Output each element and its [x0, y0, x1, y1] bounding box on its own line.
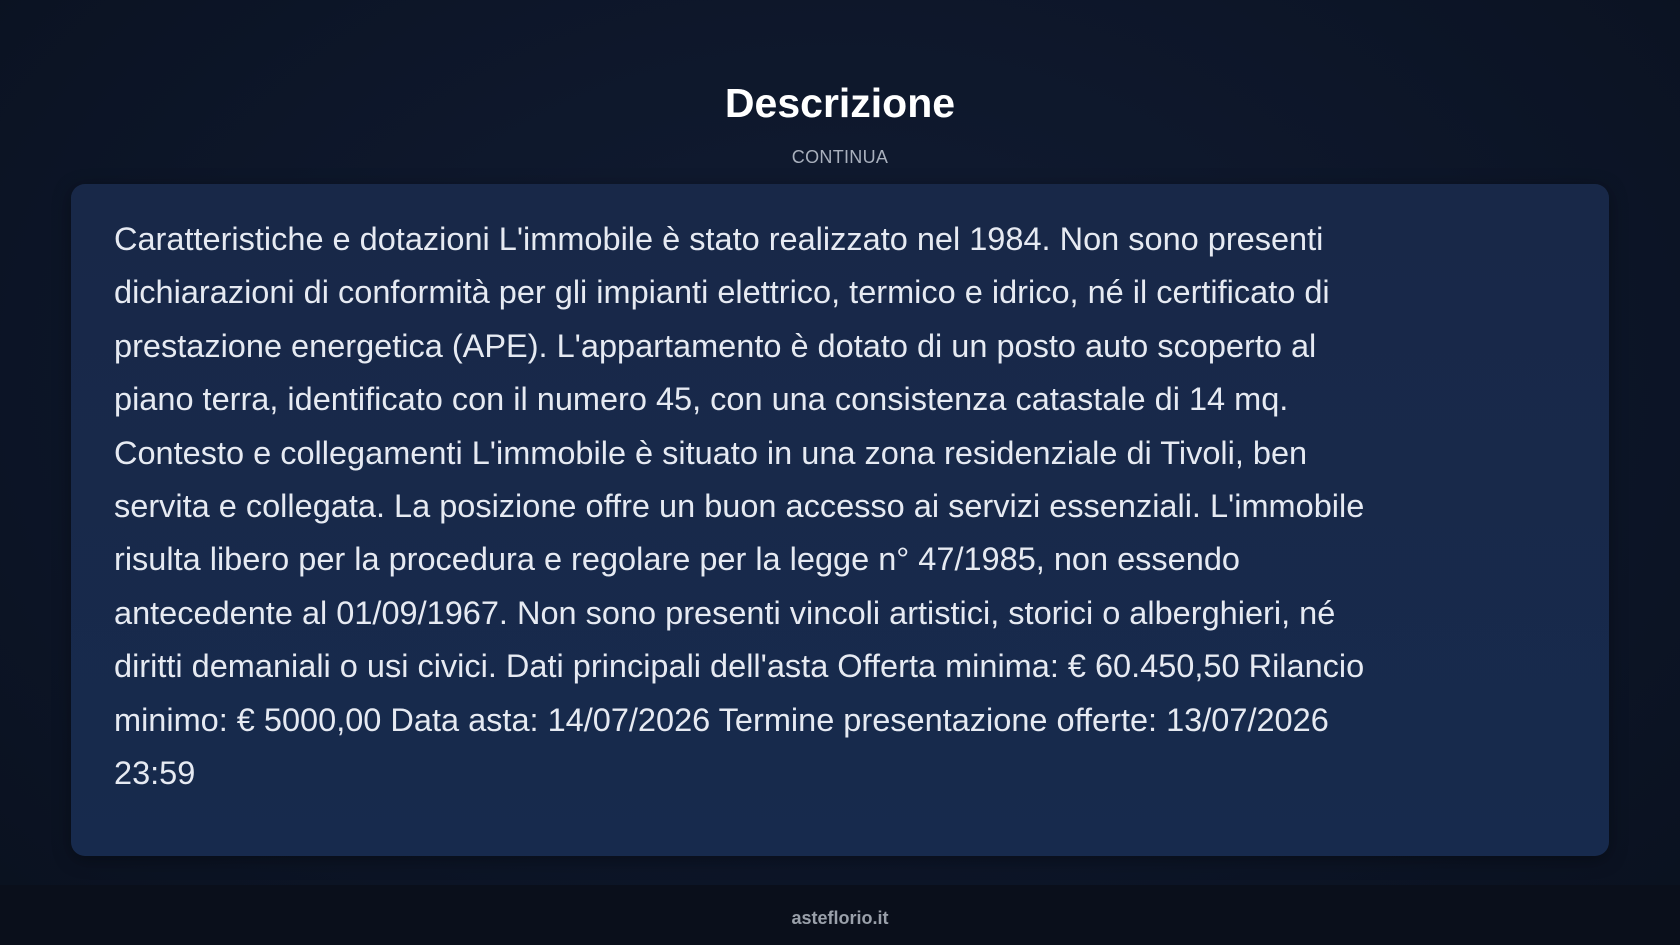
- description-line: piano terra, identificato con il numero 45, con una consistenza catastale di 14 mq.: [114, 381, 1289, 418]
- description-line: prestazione energetica (APE). L'appartamento è dotato di un posto auto scoperto al: [114, 327, 1317, 364]
- description-line: minimo: € 5000,00 Data asta: 14/07/2026 Termine presentazione offerte: 13/07/2026: [114, 701, 1329, 738]
- description-line: Caratteristiche e dotazioni L'immobile è stato realizzato nel 1984. Non sono presenti: [114, 221, 1324, 257]
- description-line: diritti demaniali o usi civici. Dati principali dell'asta Offerta minima: € 60.450,50 Rilancio: [114, 648, 1365, 685]
- description-line: 23:59: [114, 755, 196, 792]
- footer-site-name: asteflorio.it: [791, 908, 889, 928]
- description-line: servita e collegata. La posizione offre un buon accesso ai servizi essenziali. L'immobile: [114, 488, 1365, 525]
- description-line: Contesto e collegamenti L'immobile è situato in una zona residenziale di Tivoli, ben: [114, 434, 1308, 471]
- continue-link[interactable]: CONTINUA: [791, 147, 889, 167]
- footer: [0, 885, 1680, 945]
- description-card: [71, 184, 1609, 856]
- description-text: [114, 213, 1364, 800]
- description-line: dichiarazioni di conformità per gli impianti elettrico, termico e idrico, né il certificato di: [114, 274, 1330, 311]
- page-title: Descrizione: [724, 80, 956, 126]
- description-line: risulta libero per la procedura e regolare per la legge n° 47/1985, non essendo: [114, 541, 1240, 578]
- description-line: antecedente al 01/09/1967. Non sono presenti vincoli artistici, storici o alberghieri, né: [114, 594, 1336, 631]
